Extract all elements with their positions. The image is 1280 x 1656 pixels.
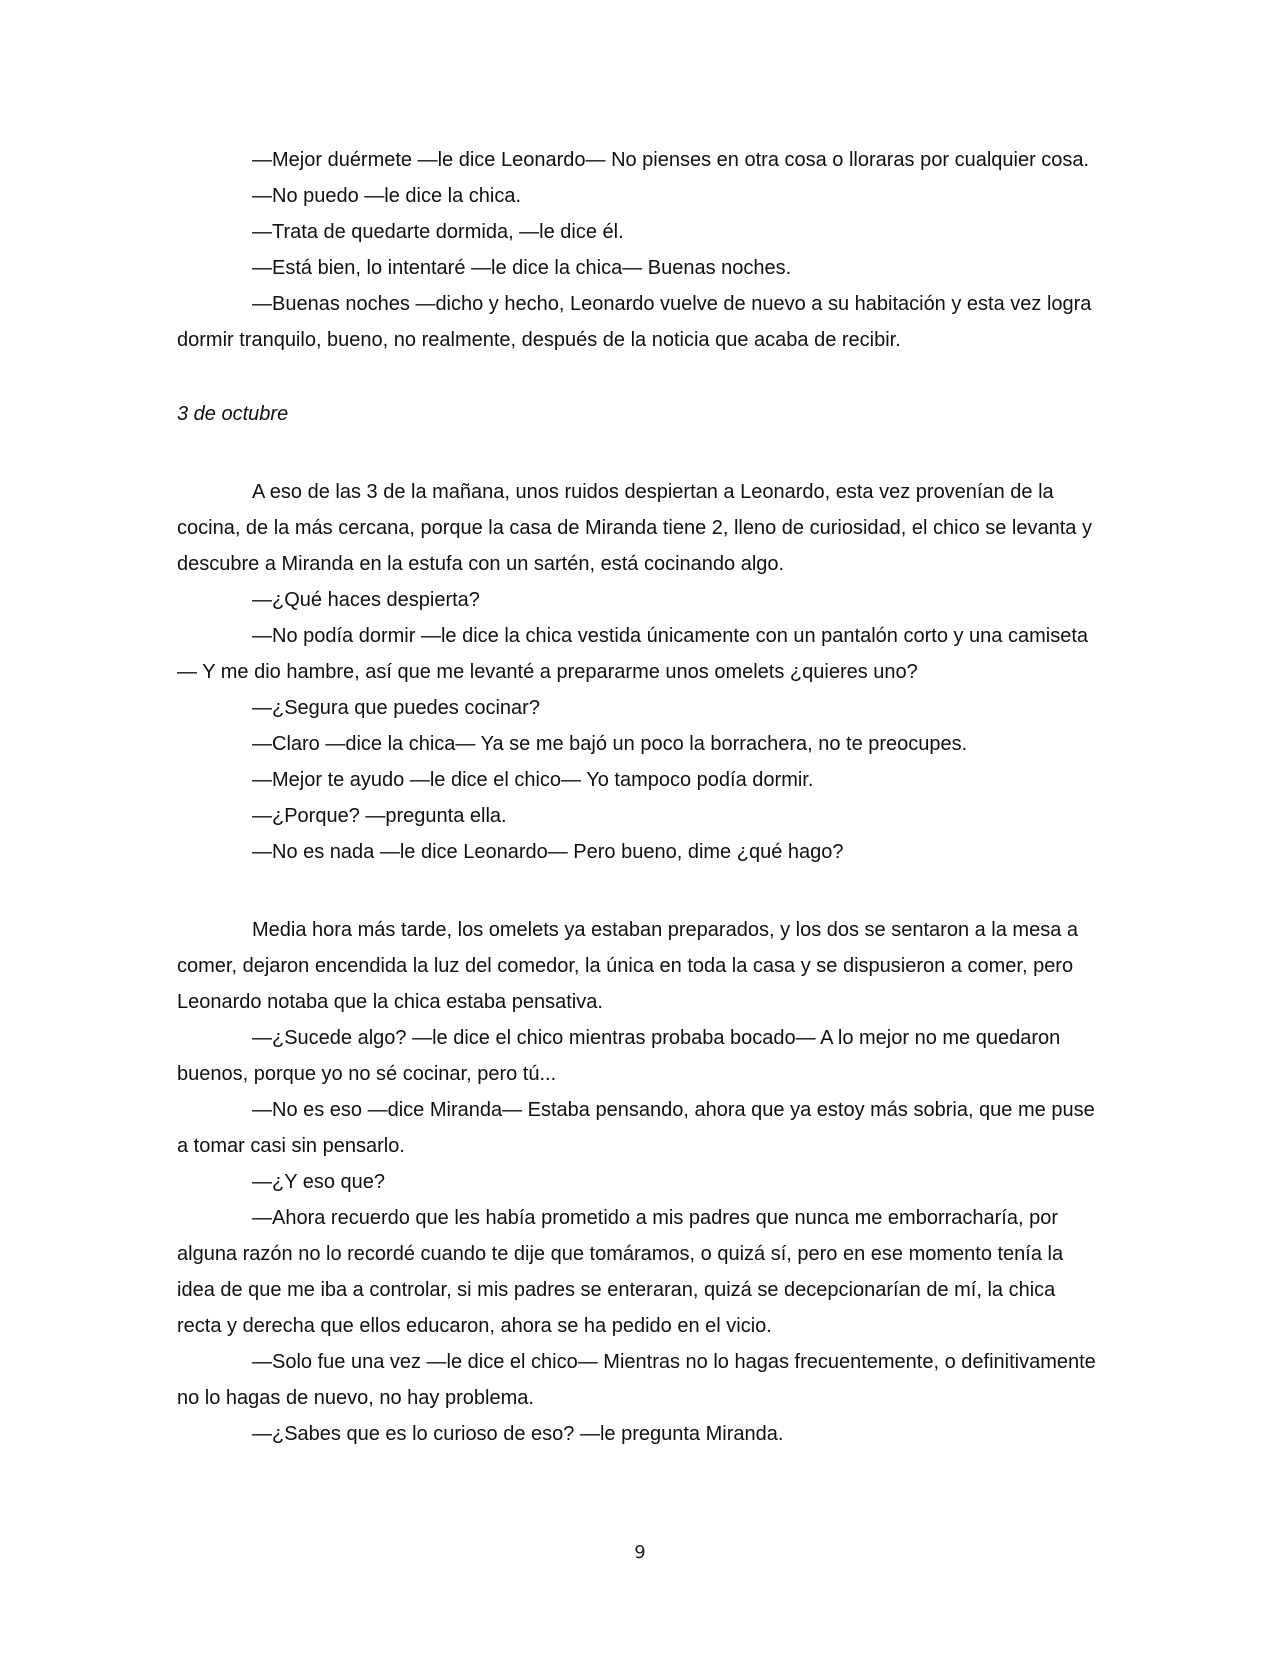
paragraph: —¿Sabes que es lo curioso de eso? —le pregunta Miranda. <box>252 1423 784 1445</box>
body-text <box>177 142 1105 1452</box>
paragraph: —Claro —dice la chica— Ya se me bajó un poco la borrachera, no te preocupes. <box>252 733 968 755</box>
paragraph: —No es eso —dice Miranda— Estaba pensando, ahora que ya estoy más sobria, que me puse a tomar casi sin pensarlo. <box>177 1099 1095 1157</box>
paragraph: —Trata de quedarte dormida, —le dice él. <box>252 221 624 243</box>
paragraph: —Solo fue una vez —le dice el chico— Mientras no lo hagas frecuentemente, o definitivamente no lo hagas de nuevo, no hay problema. <box>177 1351 1096 1409</box>
paragraph: —Buenas noches —dicho y hecho, Leonardo vuelve de nuevo a su habitación y esta vez logra dormir tranquilo, bueno, no realmente, después de la noticia que acaba de recibir. <box>177 293 1092 351</box>
paragraph: —No puedo —le dice la chica. <box>252 185 522 207</box>
paragraph: —¿Qué haces despierta? <box>252 589 480 611</box>
date-heading: 3 de octubre <box>177 403 289 425</box>
paragraph: —Mejor duérmete —le dice Leonardo— No pienses en otra cosa o lloraras por cualquier cosa. <box>252 149 1090 171</box>
paragraph: —¿Porque? —pregunta ella. <box>252 805 507 827</box>
paragraph: —No podía dormir —le dice la chica vestida únicamente con un pantalón corto y una camiseta— Y me dio hambre, así que me levanté a prepararme unos omelets ¿quieres uno? <box>177 625 1089 683</box>
paragraph: —No es nada —le dice Leonardo— Pero bueno, dime ¿qué hago? <box>252 841 844 863</box>
paragraph: —Ahora recuerdo que les había prometido a mis padres que nunca me emborracharía, por alguna razón no lo recordé cuando te dije que tomáramos, o quizá sí, pero en ese momento tenía la idea de que me iba a controlar, si mis padres se enteraran, quizá se decepcionarían de mí, la chica recta y derecha que ellos educaron, ahora se ha pedido en el vicio. <box>177 1207 1064 1337</box>
paragraph: Media hora más tarde, los omelets ya estaban preparados, y los dos se sentaron a la mesa a comer, dejaron encendida la luz del comedor, la única en toda la casa y se dispusieron a comer, pero Leonardo notaba que la chica estaba pensativa. <box>177 919 1079 1013</box>
paragraph: —¿Y eso que? <box>252 1171 386 1193</box>
paragraph: —¿Sucede algo? —le dice el chico mientras probaba bocado— A lo mejor no me quedaron buenos, porque yo no sé cocinar, pero tú... <box>177 1027 1061 1085</box>
page-number: 9 <box>634 1542 646 1563</box>
paragraph: —Está bien, lo intentaré —le dice la chica— Buenas noches. <box>252 257 792 279</box>
paragraph: —¿Segura que puedes cocinar? <box>252 697 540 719</box>
paragraph: —Mejor te ayudo —le dice el chico— Yo tampoco podía dormir. <box>252 769 814 791</box>
paragraph: A eso de las 3 de la mañana, unos ruidos despiertan a Leonardo, esta vez provenían de la cocina, de la más cercana, porque la casa de Miranda tiene 2, lleno de curiosidad, el chico se levanta y descubre a Miranda en la estufa con un sartén, está cocinando algo. <box>177 481 1092 575</box>
